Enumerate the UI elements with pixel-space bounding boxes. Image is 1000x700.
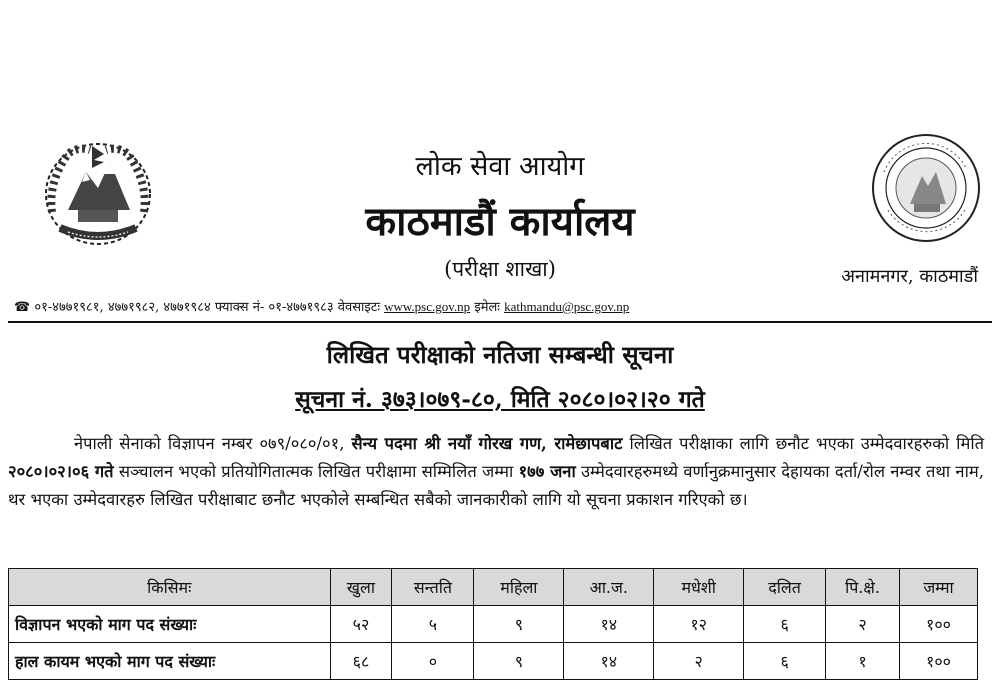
body-exam-date: २०८०।०२।०६ गते (8, 462, 114, 481)
table-cell: ९ (474, 606, 564, 643)
table-cell: २ (654, 643, 744, 680)
table-cell: २ (826, 606, 900, 643)
table-cell: ५ (392, 606, 474, 643)
table-cell: ६८ (330, 643, 392, 680)
row-label: हाल कायम भएको माग पद संख्याः (9, 643, 331, 680)
body-text-4: उम्मेदवारहरुमध्ये वर्णानुक्रमानुसार देहायका दर्ता/रोल नम्वर तथा नाम, थर भएका उम्मेदवारहरु लिखित परीक्षाबाट छनौट भएकोले सम्बन्धित सबैको जानकारीको लागि यो सूचना प्रकाशन गरिएको छ। (8, 462, 984, 509)
notice-number-text: सूचना नं. ३७३।०७९-८०, मिति २०८०।०२।२० गते (295, 386, 705, 413)
body-text-1: नेपाली सेनाको विज्ञापन नम्बर ०७९/०८०/०१, (74, 434, 352, 453)
contact-line (14, 297, 982, 315)
col-header: जम्मा (900, 569, 978, 606)
table-row (9, 606, 978, 643)
notice-number (0, 382, 1000, 414)
table-cell: १०० (900, 643, 978, 680)
email-link[interactable]: kathmandu@psc.gov.np (504, 299, 630, 314)
contact-phone-fax: ☎ ०१-४७७१९८१, ४७७१९८२, ४७७१९८४ फ्याक्स नं- ०१-४७७१९८३ वेवसाइटः (14, 300, 380, 315)
col-header: आ.ज. (564, 569, 654, 606)
row-label: विज्ञापन भएको माग पद संख्याः (9, 606, 331, 643)
col-header: सन्तति (392, 569, 474, 606)
table-cell: १२ (654, 606, 744, 643)
table-cell: ० (392, 643, 474, 680)
office-name: काठमाडौं कार्यालय (365, 199, 635, 245)
table-row (9, 643, 978, 680)
header-divider (8, 321, 992, 323)
quota-table (8, 568, 978, 680)
body-text-3: सञ्चालन भएको प्रतियोगितात्मक लिखित परीक्षामा सम्मिलित जम्मा (113, 462, 519, 481)
col-header: दलित (744, 569, 826, 606)
table-cell: १ (826, 643, 900, 680)
table-cell: १४ (564, 643, 654, 680)
table-cell: ६ (744, 643, 826, 680)
website-link[interactable]: www.psc.gov.np (384, 299, 471, 314)
office-address: अनामनगर, काठमाडौं (841, 266, 978, 287)
table-cell: ५२ (330, 606, 392, 643)
email-label: इमेलः (474, 300, 500, 315)
notice-title: लिखित परीक्षाको नतिजा सम्बन्धी सूचना (326, 340, 674, 369)
col-header: पि.क्षे. (826, 569, 900, 606)
org-name: लोक सेवा आयोग (415, 151, 585, 182)
col-header: महिला (474, 569, 564, 606)
col-header: किसिमः (9, 569, 331, 606)
table-cell: १०० (900, 606, 978, 643)
table-header-row (9, 569, 978, 606)
body-total-count: १७७ जना (518, 462, 576, 481)
col-header: खुला (330, 569, 392, 606)
body-text-2: लिखित परीक्षाका लागि छनौट भएका उम्मेदवारहरुको मिति (622, 434, 984, 453)
col-header: मधेशी (654, 569, 744, 606)
notice-body (8, 430, 984, 514)
table-cell: ६ (744, 606, 826, 643)
body-unit-name: सैन्य पदमा श्री नयाँ गोरख गण, रामेछापबाट (351, 434, 623, 453)
table-cell: ९ (474, 643, 564, 680)
table-cell: १४ (564, 606, 654, 643)
section-name: (परीक्षा शाखा) (444, 257, 556, 281)
